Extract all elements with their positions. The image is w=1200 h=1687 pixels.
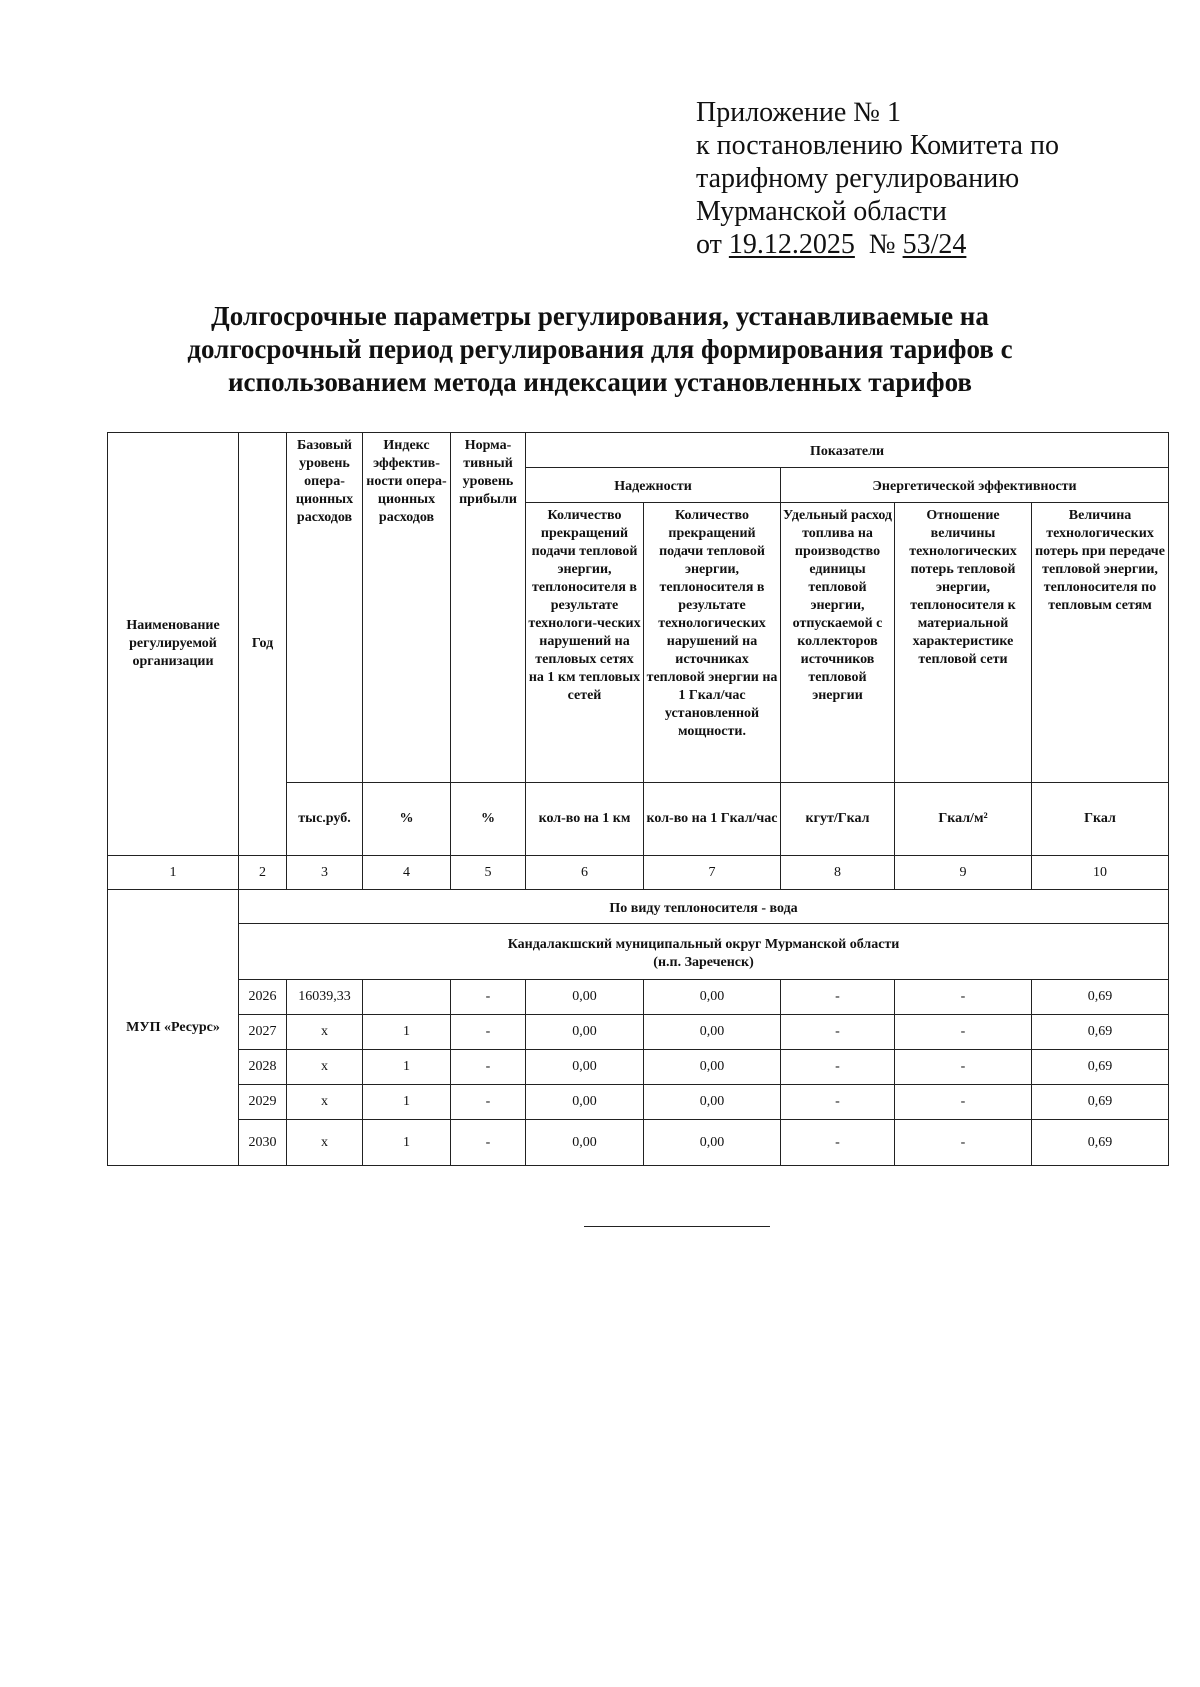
c10-cell: 0,69 — [1032, 1120, 1169, 1166]
c7-cell: 0,00 — [644, 1050, 781, 1085]
norm-cell: - — [451, 980, 526, 1015]
date-prefix: от — [696, 229, 722, 260]
unit-norm: % — [451, 783, 526, 856]
base-cell: x — [287, 1120, 363, 1166]
col-number: 2 — [239, 856, 287, 890]
year-cell: 2030 — [239, 1120, 287, 1166]
c10-cell: 0,69 — [1032, 1015, 1169, 1050]
index-cell: 1 — [363, 1015, 451, 1050]
base-cell: x — [287, 1085, 363, 1120]
base-cell: x — [287, 1050, 363, 1085]
unit-c10: Гкал — [1032, 783, 1169, 856]
col-number: 7 — [644, 856, 781, 890]
c9-cell: - — [895, 980, 1032, 1015]
unit-index: % — [363, 783, 451, 856]
index-cell: 1 — [363, 1050, 451, 1085]
norm-cell: - — [451, 1120, 526, 1166]
decree-number: 53/24 — [902, 229, 967, 260]
c7-cell: 0,00 — [644, 1120, 781, 1166]
col-number: 8 — [781, 856, 895, 890]
territory-sub: (н.п. Зареченск) — [653, 954, 754, 970]
c9-cell: - — [895, 1085, 1032, 1120]
appendix-date-line — [696, 228, 1059, 261]
header-c10: Величина технологических потерь при передаче тепловой энергии, теплоносителя по тепловым сетям — [1032, 503, 1169, 783]
territory-heading — [239, 924, 1169, 980]
c10-cell: 0,69 — [1032, 1085, 1169, 1120]
appendix-line: Мурманской области — [696, 196, 947, 227]
number-label: № — [868, 229, 896, 260]
unit-c7: кол-во на 1 Гкал/час — [644, 783, 781, 856]
base-cell: 16039,33 — [287, 980, 363, 1015]
closing-line — [584, 1226, 770, 1227]
c8-cell: - — [781, 1085, 895, 1120]
header-index: Индекс эффектив-ности опера-ционных расходов — [363, 433, 451, 783]
c10-cell: 0,69 — [1032, 1050, 1169, 1085]
unit-c9: Гкал/м² — [895, 783, 1032, 856]
section-heading: По виду теплоносителя - вода — [239, 890, 1169, 924]
appendix-line: к постановлению Комитета по — [696, 130, 1059, 161]
header-reliability: Надежности — [526, 468, 781, 503]
c6-cell: 0,00 — [526, 1085, 644, 1120]
header-c8: Удельный расход топлива на производство единицы тепловой энергии, отпускаемой с коллекторов источников тепловой энергии — [781, 503, 895, 783]
c6-cell: 0,00 — [526, 1120, 644, 1166]
appendix-line: тарифному регулированию — [696, 163, 1020, 194]
unit-c6: кол-во на 1 км — [526, 783, 644, 856]
c8-cell: - — [781, 980, 895, 1015]
c10-cell: 0,69 — [1032, 980, 1169, 1015]
col-number: 6 — [526, 856, 644, 890]
year-cell: 2027 — [239, 1015, 287, 1050]
header-year: Год — [239, 433, 287, 856]
index-cell: 1 — [363, 1085, 451, 1120]
organization-name: МУП «Ресурс» — [108, 890, 239, 1166]
appendix-line: Приложение № 1 — [696, 97, 901, 128]
c8-cell: - — [781, 1120, 895, 1166]
c7-cell: 0,00 — [644, 1015, 781, 1050]
header-c6: Количество прекращений подачи тепловой энергии, теплоносителя в результате технологи-ческих нарушений на тепловых сетях на 1 км тепловых сетей — [526, 503, 644, 783]
col-number: 3 — [287, 856, 363, 890]
header-org: Наименование регулируемой организации — [108, 433, 239, 856]
col-number: 10 — [1032, 856, 1169, 890]
c6-cell: 0,00 — [526, 1015, 644, 1050]
c8-cell: - — [781, 1015, 895, 1050]
base-cell: x — [287, 1015, 363, 1050]
header-c9: Отношение величины технологических потерь тепловой энергии, теплоносителя к материальной характеристике тепловой сети — [895, 503, 1032, 783]
parameters-table — [107, 432, 1169, 1166]
header-indicators: Показатели — [526, 433, 1169, 468]
unit-c8: кгут/Гкал — [781, 783, 895, 856]
unit-base: тыс.руб. — [287, 783, 363, 856]
c6-cell: 0,00 — [526, 980, 644, 1015]
norm-cell: - — [451, 1050, 526, 1085]
year-cell: 2028 — [239, 1050, 287, 1085]
territory-name: Кандалакшский муниципальный округ Мурманской области — [507, 936, 900, 952]
c9-cell: - — [895, 1050, 1032, 1085]
col-number: 5 — [451, 856, 526, 890]
header-norm: Норма-тивный уровень прибыли — [451, 433, 526, 783]
year-cell: 2029 — [239, 1085, 287, 1120]
year-cell: 2026 — [239, 980, 287, 1015]
norm-cell: - — [451, 1085, 526, 1120]
header-energy: Энергетической эффективности — [781, 468, 1169, 503]
col-number: 4 — [363, 856, 451, 890]
document-title: Долгосрочные параметры регулирования, устанавливаемые на долгосрочный период регулирования для формирования тарифов с использованием метода индексации установленных тарифов — [187, 301, 1013, 397]
c8-cell: - — [781, 1050, 895, 1085]
c7-cell: 0,00 — [644, 1085, 781, 1120]
header-c7: Количество прекращений подачи тепловой энергии, теплоносителя в результате технологических нарушений на источниках тепловой энергии на 1 Гкал/час установленной мощности. — [644, 503, 781, 783]
col-number: 9 — [895, 856, 1032, 890]
norm-cell: - — [451, 1015, 526, 1050]
col-number: 1 — [108, 856, 239, 890]
c9-cell: - — [895, 1015, 1032, 1050]
decree-date: 19.12.2025 — [728, 229, 855, 260]
c9-cell: - — [895, 1120, 1032, 1166]
c6-cell: 0,00 — [526, 1050, 644, 1085]
appendix-block — [696, 96, 1059, 261]
header-base: Базовый уровень опера-ционных расходов — [287, 433, 363, 783]
c7-cell: 0,00 — [644, 980, 781, 1015]
index-cell: 1 — [363, 1120, 451, 1166]
index-cell — [363, 980, 451, 1015]
